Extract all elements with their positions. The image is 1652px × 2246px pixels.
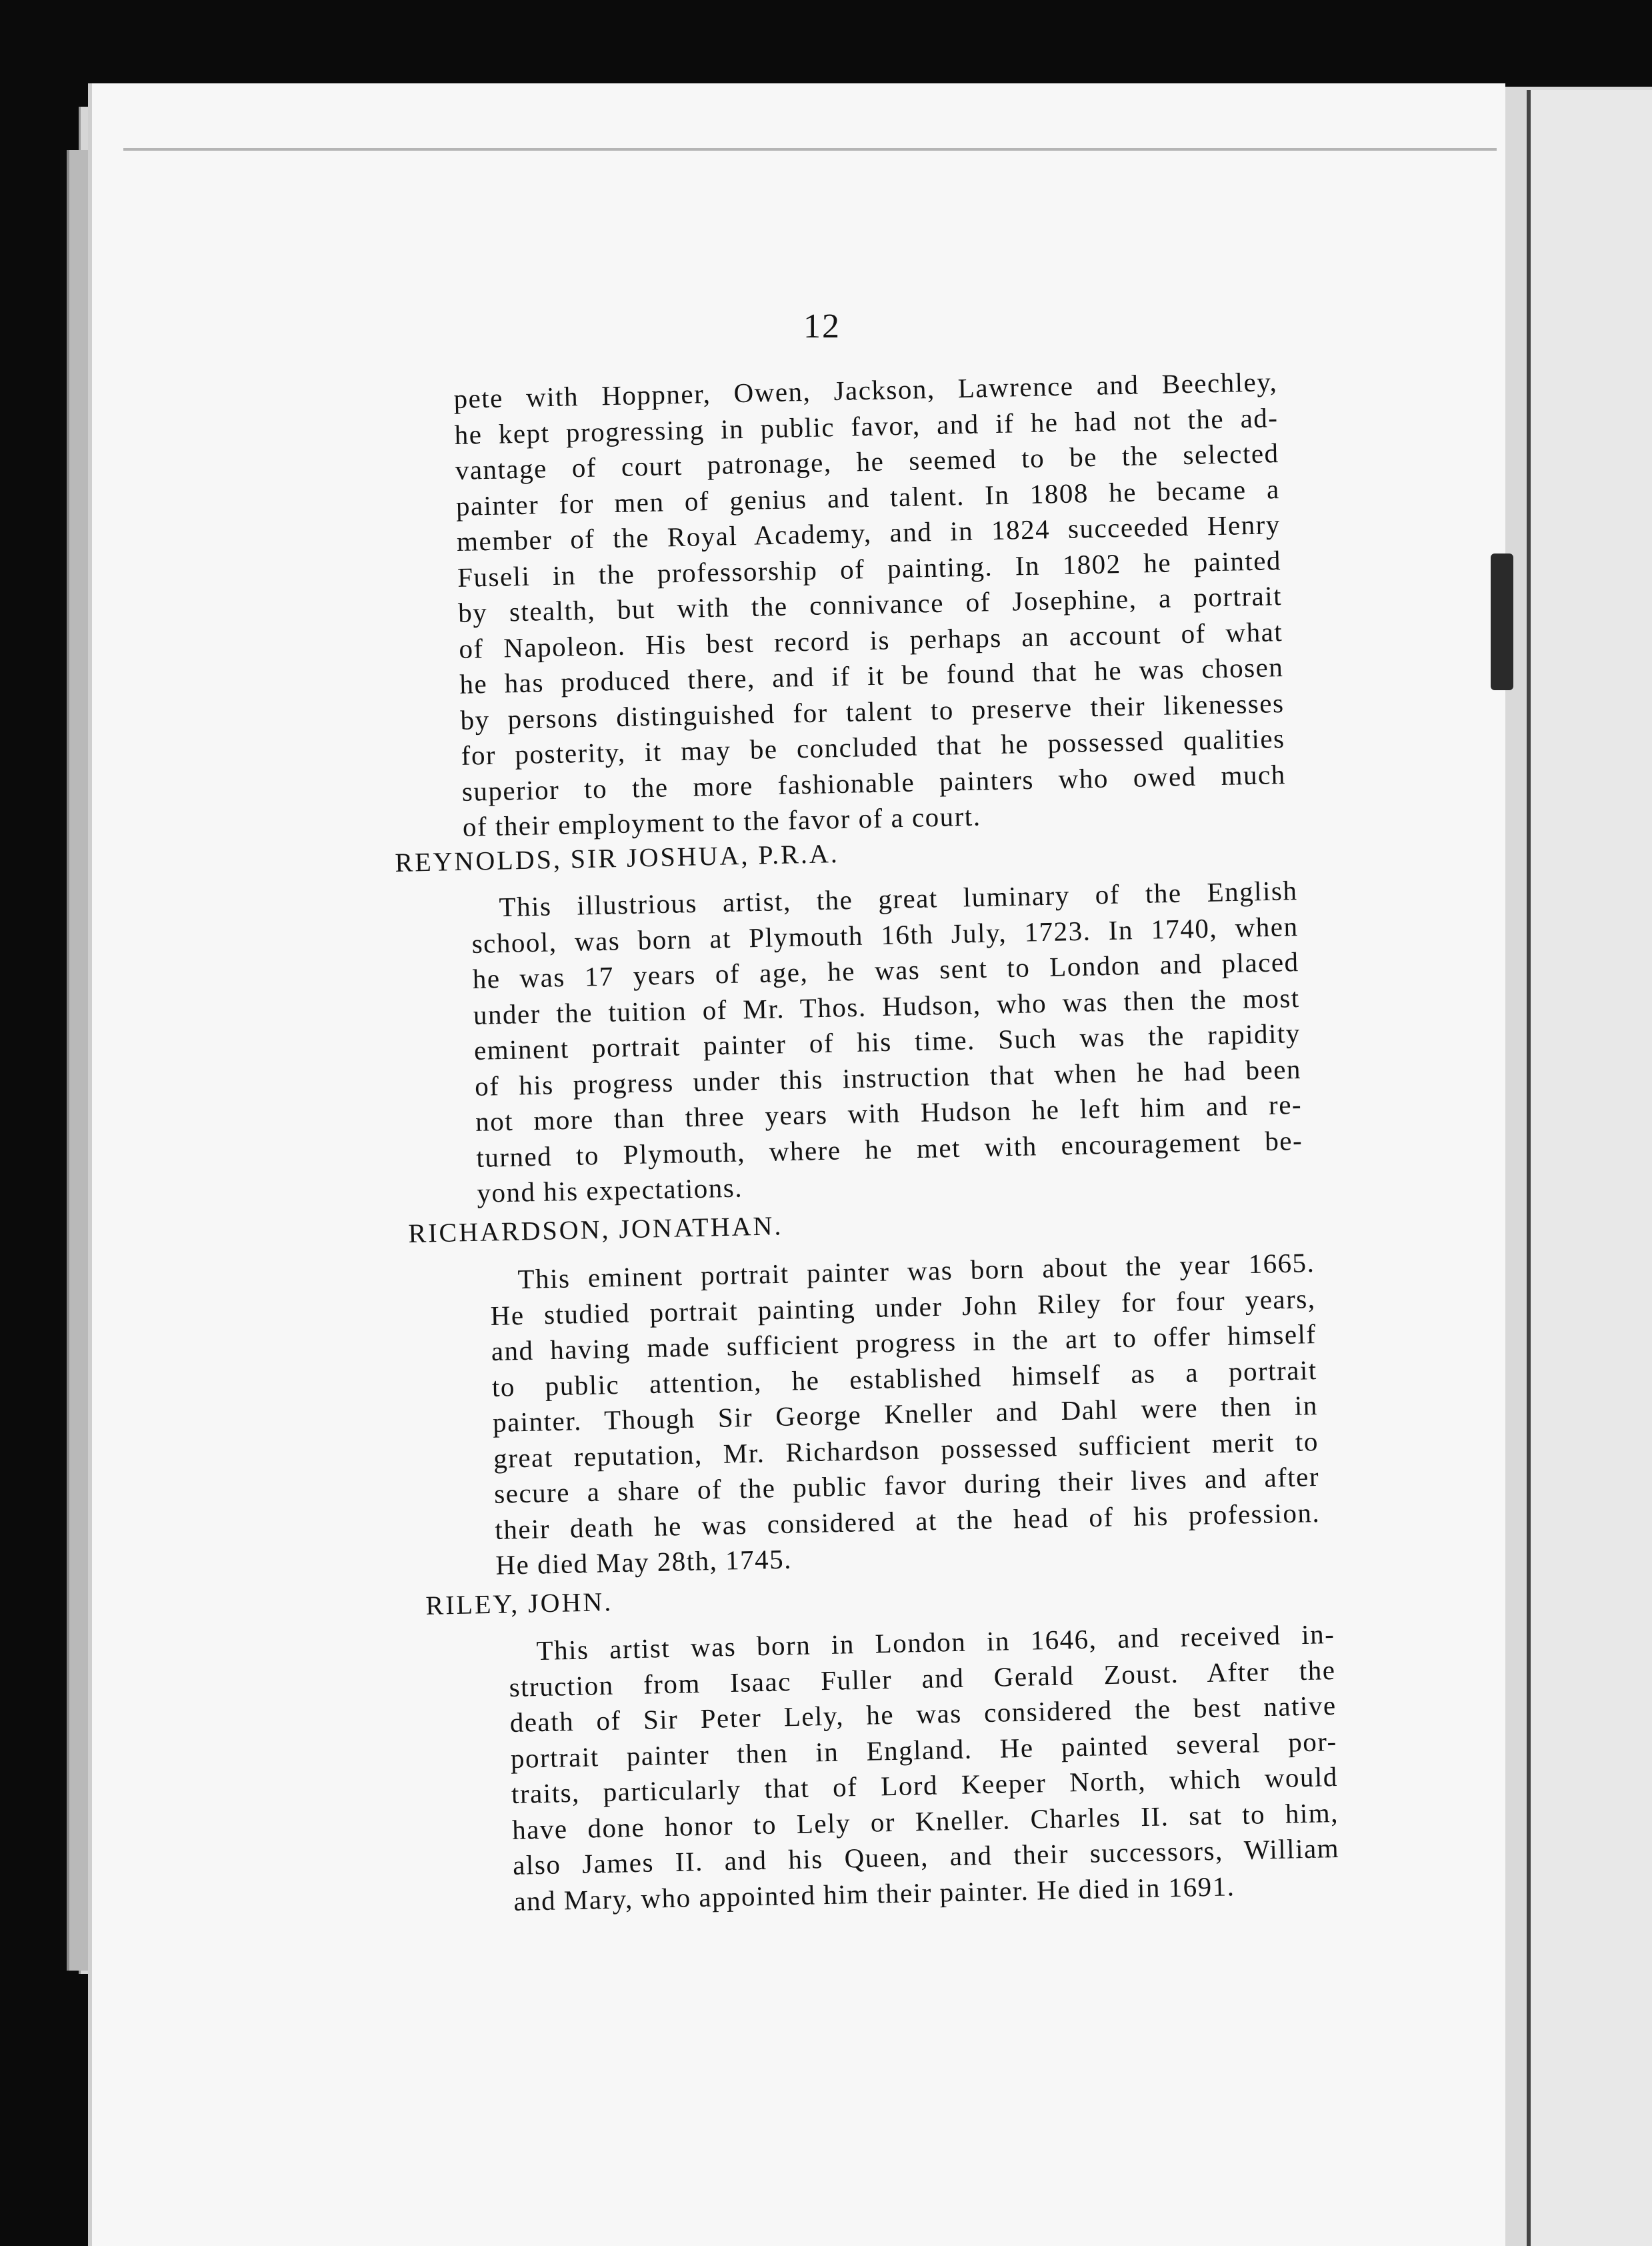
text-line: under the tuition of Mr. Thos. Hudson, who was then the most [473,982,1301,1030]
text-line: struction from Isaac Fuller and Gerald Zoust. After the [509,1654,1336,1703]
text-line: of their employment to the favor of a court. [462,800,981,842]
text-line: secure a share of the public favor during their lives and after [493,1461,1320,1509]
text-line: for posterity, it may be concluded that he possessed qualities [461,722,1285,771]
text-line: This artist was born in London in 1646, and received in- [536,1618,1335,1666]
text-line: great reputation, Mr. Richardson possessed sufficient merit to [493,1425,1319,1474]
text-line: yond his expectations. [477,1172,743,1208]
text-line: he has produced there, and if it be found that he was chosen [459,652,1284,700]
text-line: vantage of court patronage, he seemed to be the selected [455,437,1279,485]
text-line: also James II. and his Queen, and their successors, William [512,1832,1340,1881]
page-number: 12 [803,307,841,345]
text-line: He studied portrait painting under John Riley for four years, [490,1282,1316,1331]
entry-body-richardson [489,1245,1321,1583]
text-line: not more than three years with Hudson he left him and re- [475,1088,1303,1137]
text-line: their death he was considered at the head of his profession. [494,1496,1321,1545]
text-line: he kept progressing in public favor, and if he had not the ad- [454,401,1279,450]
entry-body-riley [508,1616,1341,1919]
text-line: superior to the more fashionable painters who owed much [461,758,1287,807]
entry-heading-riley: RILEY, JOHN. [425,1586,613,1620]
text-line: he was 17 years of age, he was sent to London and placed [472,946,1299,994]
text-line: Fuseli in the professorship of painting. In 1802 he painted [457,544,1282,593]
text-line: painter for men of genius and talent. In 1808 he became a [455,473,1281,521]
text-line: to public attention, he established himself as a portrait [491,1354,1318,1402]
text-line: portrait painter then in England. He painted several por- [510,1725,1338,1774]
text-line: member of the Royal Academy, and in 1824 succeeded Henry [456,509,1281,557]
text-line: school, was born at Plymouth 16th July, 1723. In 1740, when [471,910,1299,959]
text-line: eminent portrait painter of his time. Such was the rapidity [473,1017,1301,1066]
text-line: traits, particularly that of Lord Keeper North, which would [511,1761,1339,1809]
entry-heading-richardson: RICHARDSON, JONATHAN. [408,1210,783,1248]
text-line: and having made sufficient progress in the art to offer himself [491,1318,1317,1366]
text-line: have done honor to Lely or Kneller. Charles II. sat to him, [511,1797,1339,1845]
text-line: This eminent portrait painter was born about the year 1665. [517,1247,1315,1295]
text-line: painter. Though Sir George Kneller and Dahl were then in [492,1390,1319,1438]
text-line: death of Sir Peter Lely, he was considered the best native [509,1690,1337,1738]
text-line: of his progress under this instruction that when he had been [474,1053,1302,1102]
text-line: This illustrious artist, the great luminary of the English [499,875,1298,923]
text-line: by persons distinguished for talent to preserve their likenesses [460,687,1285,736]
text-line: pete with Hoppner, Owen, Jackson, Lawrence and Beechley, [453,366,1278,414]
text-line: and Mary, who appointed him their painter. He died in 1691. [513,1870,1235,1917]
entry-body-reynolds [471,873,1304,1211]
text-line: He died May 28th, 1745. [495,1543,793,1580]
text-line: turned to Plymouth, where he met with encouragement be- [475,1124,1303,1173]
text-line: by stealth, but with the connivance of Josephine, a portrait [457,580,1283,628]
text-line: of Napoleon. His best record is perhaps an account of what [458,616,1283,664]
continuation-paragraph [453,364,1287,845]
entry-heading-reynolds: REYNOLDS, SIR JOSHUA, P.R.A. [395,838,840,878]
